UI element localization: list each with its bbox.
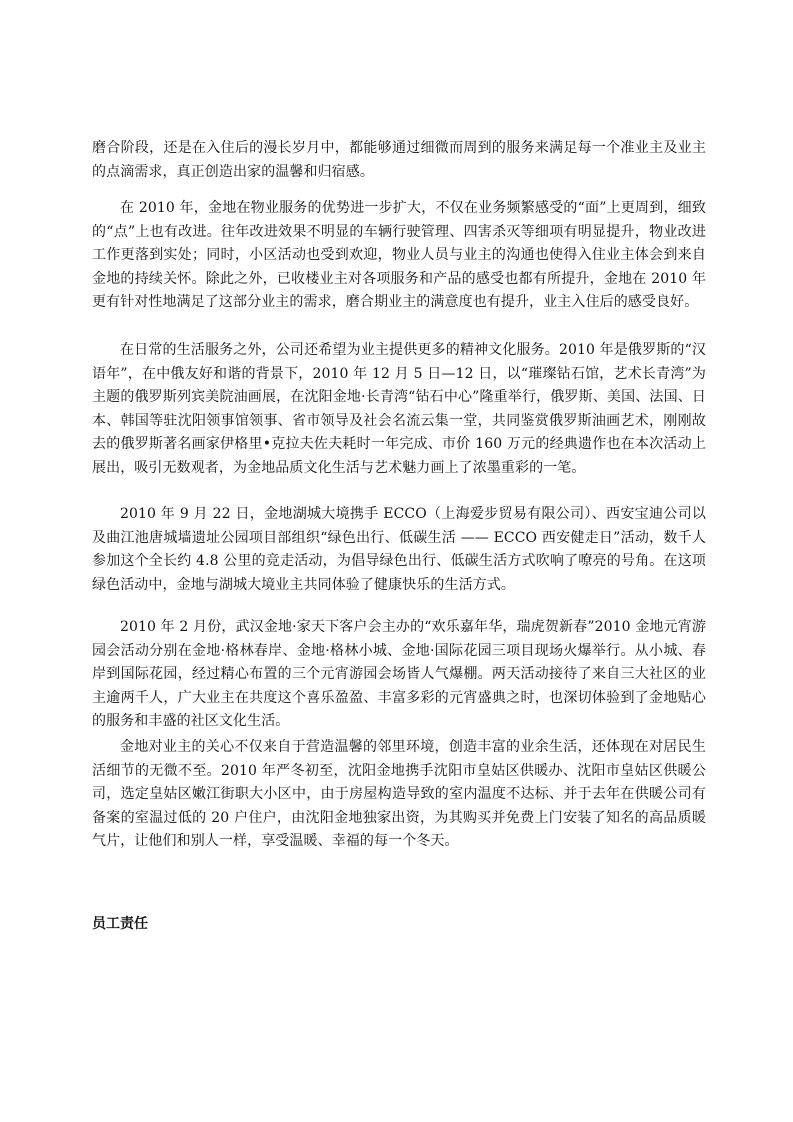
paragraph-lantern-festival: 2010 年 2 月份，武汉金地·家天下客户会主办的“欢乐嘉年华，瑞虎贺新春”2010 金地元宵游园会活动分别在金地·格林春岸、金地·格林小城、金地·国际花园三项目现场火爆举行。从小城、春岸到国际花园，经过精心布置的三个元宵游园会场皆人气爆棚。两天活动接待了来自三大社区的业主逾两千人，广大业主在共度这个喜乐盈盈、丰富多彩的元宵盛典之时，也深切体验到了金地贴心的服务和丰盛的社区文化生活。 bbox=[92, 619, 706, 730]
paragraph-property-service-2010: 在 2010 年，金地在物业服务的优势进一步扩大，不仅在业务频繁感受的“面”上更周到，细致的“点”上也有改进。往年改进效果不明显的车辆行驶管理、四害杀灭等细项有明显提升，物业改进工作更落到实处；同时，小区活动也受到欢迎，物业人员与业主的沟通也使得入住业主体会到来自金地的持续关怀。除此之外，已收楼业主对各项服务和产品的感受也都有所提升，金地在 2010 年更有针对性地满足了这部分业主的需求，磨合期业主的满意度也有提升，业主入住后的感受良好。 bbox=[92, 200, 706, 311]
paragraph-russian-art-exhibition: 在日常的生活服务之外，公司还希望为业主提供更多的精神文化服务。2010 年是俄罗斯的“汉语年”，在中俄友好和谐的背景下，2010 年 12 月 5 日—12 日，以“璀璨钻石馆，艺术长青湾”为主题的俄罗斯列宾美院油画展，在沈阳金地·长青湾“钻石中心”隆重举行，俄罗斯、美国、法国、日本、韩国等驻沈阳领事馆领事、省市领导及社会名流云集一堂，共同鉴赏俄罗斯油画艺术，刚刚故去的俄罗斯著名画家伊格里•克拉夫佐夫耗时一年完成、市价 160 万元的经典遗作也在本次活动上展出，吸引无数观者，为金地品质文化生活与艺术魅力画上了浓墨重彩的一笔。 bbox=[92, 342, 706, 476]
paragraph-service-intro: 磨合阶段，还是在入住后的漫长岁月中，都能够通过细微而周到的服务来满足每一个准业主及业主的点滴需求，真正创造出家的温馨和归宿感。 bbox=[92, 140, 706, 180]
paragraph-ecco-walk-event: 2010 年 9 月 22 日，金地湖城大境携手 ECCO（上海爱步贸易有限公司）、西安宝迪公司以及曲江池唐城墙遗址公园项目部组织“绿色出行、低碳生活 —— ECCO 西安健走日”活动，数千人参加这个全长约 4.8 公里的竞走活动，为倡导绿色出行、低碳生活方式吹响了嘹亮的号角。在这项绿色活动中，金地与湖城大境业主共同体验了健康快乐的生活方式。 bbox=[92, 506, 706, 593]
section-heading-employee-responsibility: 员工责任 bbox=[92, 916, 148, 932]
paragraph-winter-heating-care: 金地对业主的关心不仅来自于营造温馨的邻里环境，创造丰富的业余生活，还体现在对居民生活细节的无微不至。2010 年严冬初至，沈阳金地携手沈阳市皇姑区供暖办、沈阳市皇姑区供暖公司，选定皇姑区嫩江街职大小区中，由于房屋构造导致的室内温度不达标、并于去年在供暖公司有备案的室温过低的 20 户住户，由沈阳金地独家出资，为其购买并免费上门安装了知名的高品质暖气片，让他们和别人一样，享受温暖、幸福的每一个冬天。 bbox=[92, 739, 706, 850]
